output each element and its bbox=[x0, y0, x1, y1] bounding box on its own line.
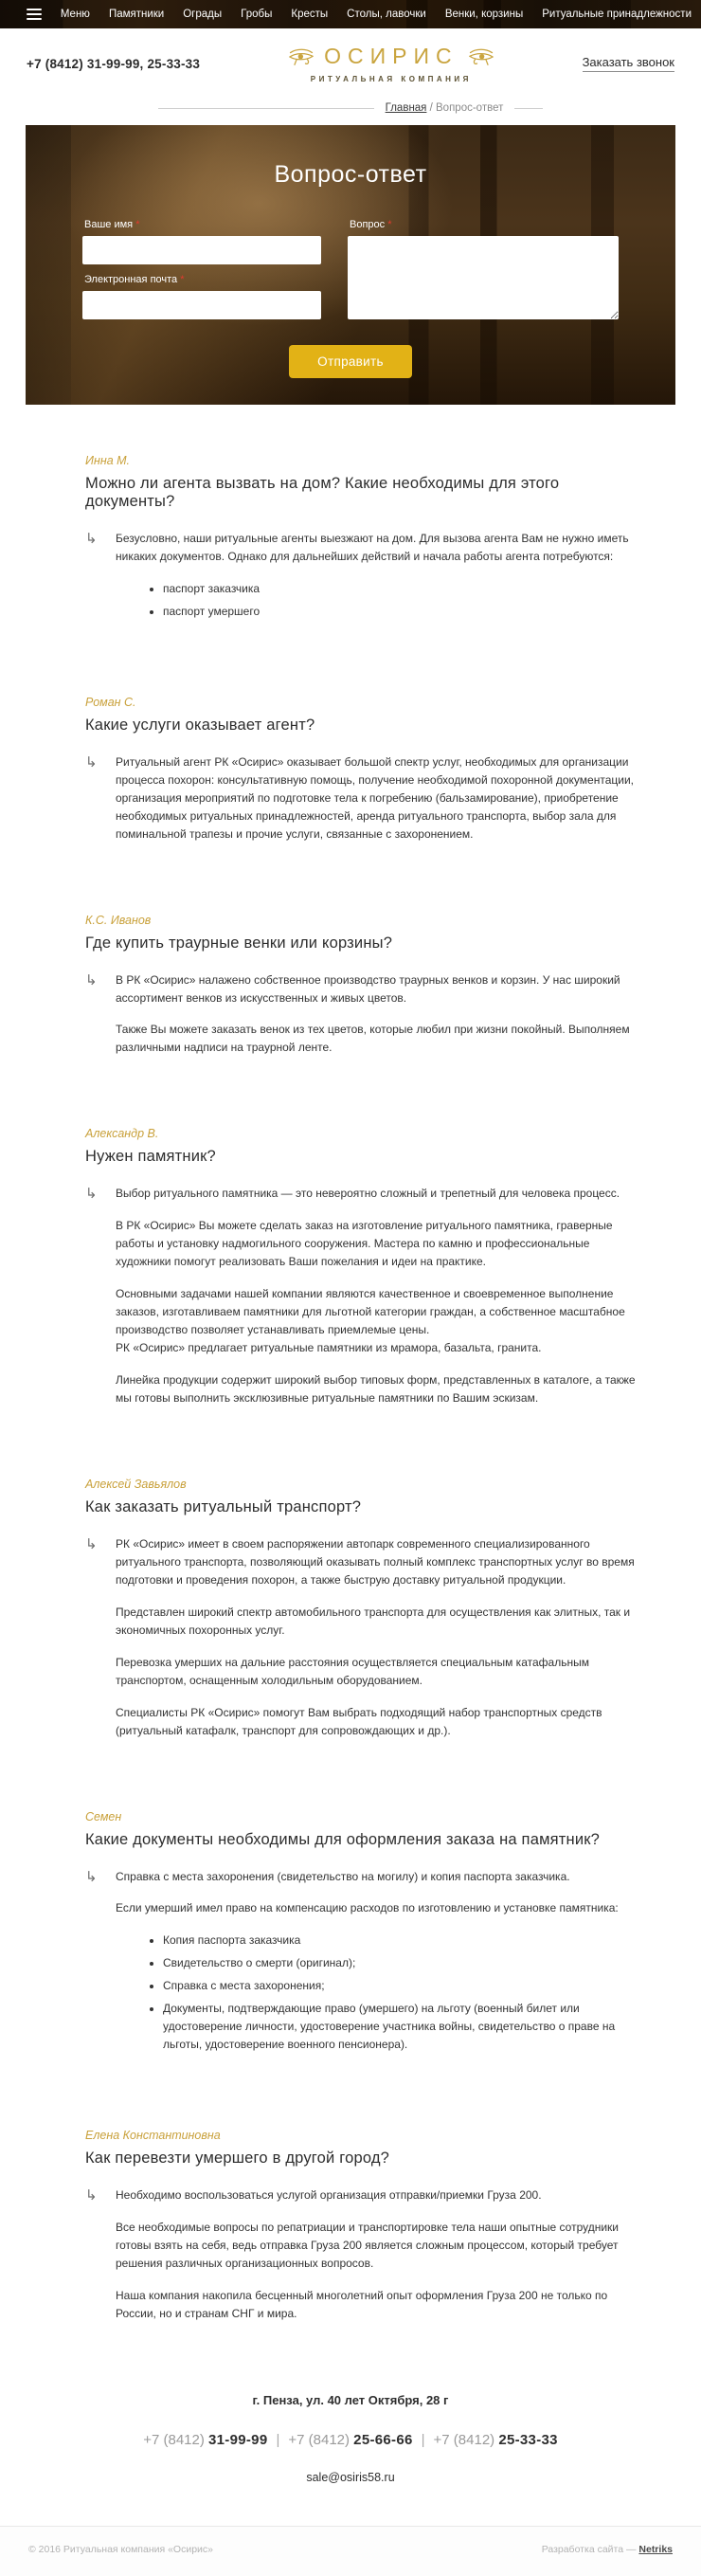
qa-question: Где купить траурные венки или корзины? bbox=[85, 934, 393, 952]
required-asterisk: * bbox=[180, 274, 185, 285]
menu-icon[interactable] bbox=[27, 9, 42, 20]
site-credit: Разработка сайта — Netriks bbox=[541, 2543, 673, 2555]
site-footer bbox=[0, 2393, 701, 2486]
logo[interactable] bbox=[288, 44, 494, 83]
qa-answer bbox=[85, 1185, 644, 1407]
required-asterisk: * bbox=[387, 219, 392, 230]
breadcrumb-divider-left bbox=[158, 108, 374, 109]
qa-answer-body bbox=[116, 2186, 644, 2323]
footer-email[interactable]: sale@osiris58.ru bbox=[306, 2470, 395, 2484]
qa-item bbox=[85, 696, 644, 844]
eye-of-horus-icon bbox=[288, 47, 315, 66]
qa-author: Семен bbox=[85, 1809, 122, 1823]
breadcrumb-separator: / bbox=[426, 102, 437, 114]
qa-answer-body bbox=[116, 1868, 644, 2059]
qa-paragraph: Безусловно, наши ритуальные агенты выезжают на дом. Для вызова агента Вам не нужно иметь никаких документов. Однако для дальнейших действий и начала работы агента потребуются: bbox=[116, 532, 629, 563]
qa-paragraph: Ритуальный агент РК «Осирис» оказывает большой спектр услуг, необходимых для организации процесса похорон: консультативную помощь, получение необходимой похоронной документации, организация мероприятий по подготовке тела к погребению (бальзамирование), приобретение необходимых ритуальных принадлежностей, аренда ритуального транспорта, выбор зала для поминальной трапезы и прочие услуги, связанные с захоронением. bbox=[116, 754, 634, 841]
required-asterisk: * bbox=[135, 219, 140, 230]
qa-author: Елена Константиновна bbox=[85, 2129, 221, 2143]
question-textarea[interactable] bbox=[348, 236, 619, 319]
footer-phone: +7 (8412) 25-66-66 bbox=[288, 2431, 413, 2448]
qa-item bbox=[85, 454, 644, 626]
footer-phone: +7 (8412) 31-99-99 bbox=[143, 2431, 268, 2448]
qa-author: К.С. Иванов bbox=[85, 913, 152, 927]
nav-item[interactable]: Ограды bbox=[183, 9, 223, 20]
qa-answer-body bbox=[116, 1185, 644, 1407]
credit-link[interactable]: Netriks bbox=[638, 2543, 673, 2555]
bottom-bar bbox=[0, 2526, 701, 2576]
answer-arrow-icon: ↳ bbox=[85, 753, 98, 771]
qa-item bbox=[85, 1810, 644, 2059]
qa-bullet-item: • Документы, подтверждающие право (умершего) на льготу (военный билет или удостоверение личности, удостоверение участника войны, свидетельство о праве на льготы, удостоверение военного пенсионера). bbox=[163, 2000, 644, 2054]
nav-items bbox=[109, 9, 692, 20]
qa-bullet-item: • Свидетельство о смерти (оригинал); bbox=[163, 1954, 644, 1972]
qa-question: Как перевезти умершего в другой город? bbox=[85, 2150, 390, 2168]
nav-item[interactable]: Памятники bbox=[108, 9, 165, 20]
nav-item[interactable]: Ритуальные принадлежности bbox=[542, 9, 692, 20]
logo-title: ОСИРИС bbox=[324, 44, 458, 68]
qa-paragraph: Необходимо воспользоваться услугой организация отправки/приемки Груза 200. bbox=[116, 2188, 542, 2203]
qa-item bbox=[85, 914, 644, 1058]
qa-item bbox=[85, 1127, 644, 1407]
qa-answer-body bbox=[116, 753, 644, 844]
qa-bullet-list bbox=[116, 580, 644, 621]
nav-item-menu[interactable]: Меню bbox=[60, 9, 90, 20]
qa-paragraph: Представлен широкий спектр автомобильного транспорта для осуществления как элитных, так и экономичных похоронных услуг. bbox=[116, 1605, 631, 1637]
email-label: Электронная почта * bbox=[84, 274, 185, 285]
answer-arrow-icon: ↳ bbox=[85, 531, 98, 547]
qa-paragraph: Наша компания накопила бесценный многолетний опыт оформления Груза 200 не только по России, но и странам СНГ и мира. bbox=[116, 2288, 608, 2320]
question-form bbox=[82, 209, 619, 324]
qa-answer-body bbox=[116, 530, 644, 626]
qa-answer bbox=[85, 1868, 644, 2059]
breadcrumb-divider-right bbox=[514, 108, 543, 109]
question-label: Вопрос * bbox=[350, 219, 392, 230]
nav-item[interactable]: Гробы bbox=[241, 9, 273, 20]
logo-subtitle: РИТУАЛЬНАЯ КОМПАНИЯ bbox=[310, 75, 472, 83]
name-label: Ваше имя * bbox=[84, 219, 140, 230]
qa-paragraph: Также Вы можете заказать венок из тех цветов, которые любил при жизни покойный. Выполняем различными надписи на траурной ленте. bbox=[116, 1023, 630, 1055]
qa-author: Алексей Завьялов bbox=[85, 1477, 187, 1491]
answer-arrow-icon: ↳ bbox=[85, 1535, 98, 1552]
qa-paragraph: Выбор ритуального памятника — это невероятно сложный и трепетный для человека процесс. bbox=[116, 1187, 620, 1201]
qa-paragraph: Основными задачами нашей компании являются качественное и своевременное выполнение заказов, изготавливаем памятники для льготной категории граждан, а собственное масштабное производство позволяет устанавливать приемлемые цены. РК «Осирис» предлагает ритуальные памятники из мрамора, базальта, гранита. bbox=[116, 1287, 625, 1355]
qa-author: Инна М. bbox=[85, 454, 131, 467]
answer-arrow-icon: ↳ bbox=[85, 971, 98, 989]
qa-paragraph: Если умерший имел право на компенсацию расходов по изготовлению и установке памятника: bbox=[116, 1901, 619, 1915]
qa-answer bbox=[85, 753, 644, 844]
qa-question: Какие услуги оказывает агент? bbox=[85, 716, 315, 734]
qa-paragraph: Линейка продукции содержит широкий выбор типовых форм, представленных в каталоге, а также мы готовы выполнить эксклюзивные ритуальные памятники по Вашим эскизам. bbox=[116, 1373, 636, 1405]
nav-item[interactable]: Столы, лавочки bbox=[347, 9, 426, 20]
phone-separator: | bbox=[276, 2431, 280, 2448]
qa-list bbox=[85, 454, 644, 2323]
qa-answer bbox=[85, 1535, 644, 1740]
qa-item bbox=[85, 2129, 644, 2323]
top-nav bbox=[0, 0, 701, 28]
answer-arrow-icon: ↳ bbox=[85, 1186, 98, 1203]
qa-answer-body bbox=[116, 971, 644, 1058]
qa-item bbox=[85, 1478, 644, 1740]
answer-arrow-icon: ↳ bbox=[85, 2187, 98, 2204]
qa-bullet-item: • паспорт заказчика bbox=[163, 580, 644, 598]
eye-of-horus-icon-mirrored bbox=[468, 47, 494, 66]
nav-item[interactable]: Венки, корзины bbox=[444, 9, 524, 20]
copyright: © 2016 Ритуальная компания «Осирис» bbox=[28, 2543, 214, 2555]
qa-bullet-item: • паспорт умершего bbox=[163, 603, 644, 621]
qa-paragraph: РК «Осирис» имеет в своем распоряжении автопарк современного специализированного ритуального транспорта, позволяющий оказывать полный комплекс транспортных услуг во время подготовки и проведения похорон, а также быструю доставку ритуальной продукции. bbox=[116, 1536, 635, 1587]
qa-answer-body bbox=[116, 1535, 644, 1740]
breadcrumb-current: Вопрос-ответ bbox=[436, 102, 504, 114]
qa-bullet-item: • Справка с места захоронения; bbox=[163, 1977, 644, 1995]
name-input[interactable] bbox=[82, 236, 321, 264]
submit-button[interactable]: Отправить bbox=[289, 345, 412, 378]
nav-item[interactable]: Кресты bbox=[291, 9, 329, 20]
qa-paragraph: В РК «Осирис» Вы можете сделать заказ на изготовление ритуального памятника, граверные работы и установку надмогильного сооружения. Мастера по камню и профессиональные художники помогут реализовать Ваши пожелания и идеи на практике. bbox=[116, 1219, 613, 1269]
page-title: Вопрос-ответ bbox=[274, 161, 427, 188]
breadcrumb bbox=[38, 102, 663, 114]
qa-answer bbox=[85, 971, 644, 1058]
qa-answer bbox=[85, 2186, 644, 2323]
qa-bullet-item: • Копия паспорта заказчика bbox=[163, 1932, 644, 1950]
site-header bbox=[0, 28, 701, 89]
qa-answer bbox=[85, 530, 644, 626]
footer-phones bbox=[0, 2432, 701, 2448]
header-phone: +7 (8412) 31-99-99, 25-33-33 bbox=[27, 56, 201, 71]
qa-bullet-list bbox=[116, 1932, 644, 2054]
qa-author: Александр В. bbox=[85, 1127, 159, 1141]
qa-author: Роман С. bbox=[85, 695, 136, 709]
footer-phone: +7 (8412) 25-33-33 bbox=[433, 2431, 558, 2448]
qa-paragraph: Все необходимые вопросы по репатриации и транспортировке тела наши опытные сотрудники готовы взять на себя, ведь отправка Груза 200 является сложным процессом, который требует решения различных организационных вопросов. bbox=[116, 2221, 619, 2270]
qa-question: Можно ли агента вызвать на дом? Какие необходимы для этого документы? bbox=[85, 475, 560, 510]
hero-section bbox=[26, 125, 675, 405]
qa-paragraph: Справка с места захоронения (свидетельство на могилу) и копия паспорта заказчика. bbox=[116, 1869, 570, 1883]
qa-paragraph: Специалисты РК «Осирис» помогут Вам выбрать подходящий набор транспортных средств (ритуальный катафалк, транспорт для сопровождающих и др.). bbox=[116, 1705, 602, 1737]
footer-address: г. Пенза, ул. 40 лет Октября, 28 г bbox=[252, 2392, 449, 2407]
qa-question: Как заказать ритуальный транспорт? bbox=[85, 1497, 362, 1515]
breadcrumb-home[interactable]: Главная bbox=[385, 102, 427, 114]
qa-question: Нужен памятник? bbox=[85, 1148, 216, 1166]
email-input[interactable] bbox=[82, 291, 321, 319]
answer-arrow-icon: ↳ bbox=[85, 1868, 98, 1885]
qa-paragraph: В РК «Осирис» налажено собственное производство траурных венков и корзин. У нас широкий ассортимент венков из искусственных и живых цветов. bbox=[116, 972, 620, 1005]
phone-separator: | bbox=[421, 2431, 425, 2448]
qa-question: Какие документы необходимы для оформления заказа на памятник? bbox=[85, 1830, 601, 1848]
qa-paragraph: Перевозка умерших на дальние расстояния осуществляется специальным катафальным транспортом, оснащенным холодильным оборудованием. bbox=[116, 1655, 589, 1687]
callback-link[interactable]: Заказать звонок bbox=[583, 55, 674, 72]
